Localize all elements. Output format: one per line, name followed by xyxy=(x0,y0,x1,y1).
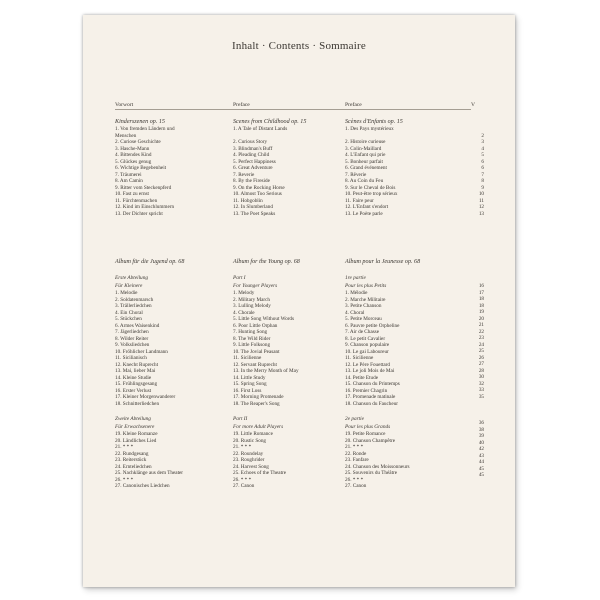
piece-title: 9. Sur le Cheval de Bois xyxy=(345,184,396,191)
piece-title: 26. * * * xyxy=(233,476,252,483)
part-subheading: Für Erwachsenere xyxy=(115,423,155,430)
piece-title: 2. Curious Story xyxy=(233,139,268,145)
piece-title: 20. Rustic Song xyxy=(233,437,267,444)
piece-title: 1. A Tale of Distant Lands xyxy=(233,126,288,132)
part-subheading: Pour les plus Grands xyxy=(345,423,391,430)
piece-title: 15. Frühlingsgesang xyxy=(115,381,158,387)
page-number: 21 xyxy=(478,322,484,328)
page-number: 7 xyxy=(481,171,484,178)
piece-title: 11. Sicilianisch xyxy=(115,355,147,361)
page-number: 27 xyxy=(478,361,484,367)
piece-title: 18. The Reaper's Song xyxy=(233,400,280,407)
piece-title: 10. Fröhlicher Landmann xyxy=(115,348,168,355)
section-heading: Scenes from Childhood op. 15 xyxy=(233,119,307,125)
part-subheading: Für Kleinere xyxy=(115,282,143,289)
page-number: 6 xyxy=(481,165,484,171)
piece-title: 5. Glückes genug xyxy=(115,158,152,165)
page-number: 10 xyxy=(478,191,484,197)
piece-title: 6. Poor Little Orphan xyxy=(233,322,278,329)
piece-title: 8. Le petit Cavalier xyxy=(345,335,386,342)
page-numbers xyxy=(428,420,484,479)
piece-title: 8. Au Coin du Feu xyxy=(345,178,384,184)
page-number: 44 xyxy=(478,459,484,465)
piece-title: 22. Rundgesang xyxy=(115,450,149,457)
page-number: 20 xyxy=(478,315,484,322)
piece-title: 25. Souvenirs du Théâtre xyxy=(345,470,398,476)
piece-title: 3. Trällerliedchen xyxy=(115,303,152,309)
piece-title: 3. Blindman's Buff xyxy=(233,145,273,152)
contents-page xyxy=(83,15,515,587)
piece-title: 12. Kind im Einschlummern xyxy=(115,204,175,210)
part-heading: Part II xyxy=(233,416,248,422)
piece-title: 23. Reiterstück xyxy=(115,457,147,463)
piece-title: 8. By the Fireside xyxy=(233,178,270,184)
piece-title: 5. Petite Morceau xyxy=(345,316,382,322)
piece-title: 12. L'Enfant s'endort xyxy=(345,204,389,210)
page-number: 16 xyxy=(478,283,484,289)
piece-title: 4. Choral xyxy=(345,309,365,316)
page-number: 24 xyxy=(478,341,484,348)
kinderszenen-en xyxy=(233,118,343,217)
page-numbers xyxy=(428,126,484,217)
piece-title: 13. Le Poète parle xyxy=(345,210,383,217)
title-list xyxy=(115,431,225,490)
piece-title: 1. Von fremden Ländern und xyxy=(115,126,175,132)
piece-title: 13. Mai, lieber Mai xyxy=(115,368,156,374)
page-number: 8 xyxy=(481,178,484,184)
piece-title: 2. Marche Militaire xyxy=(345,296,386,303)
piece-title: 1. Melodie xyxy=(115,290,138,296)
page-number: 28 xyxy=(478,367,484,374)
page-number: 40 xyxy=(478,439,484,446)
title-list xyxy=(233,290,343,407)
piece-title: 10. Fast zu ernst xyxy=(115,191,150,197)
title-list xyxy=(233,431,343,490)
piece-title: 7. Jägerliedchen xyxy=(115,329,149,335)
piece-title: 14. Little Study xyxy=(233,374,266,381)
piece-title: 27. Canonisches Liedchen xyxy=(115,483,170,489)
piece-title: 9. On the Rocking Horse xyxy=(233,184,285,191)
piece-title: 22. Roundelay xyxy=(233,450,264,457)
piece-title: 25. Nachklänge aus dem Theater xyxy=(115,470,184,476)
part-heading: 2e partie xyxy=(345,416,364,422)
page-number: 45 xyxy=(478,465,484,472)
piece-title: 7. Träumerei xyxy=(115,171,142,178)
piece-title: 6. Wichtige Begebenheit xyxy=(115,165,167,171)
piece-title: 26. * * * xyxy=(345,476,364,483)
piece-title: 11. Faire peur xyxy=(345,197,374,204)
piece-title: 16. Premier Chagrin xyxy=(345,387,388,394)
part-subheading: For Younger Players xyxy=(233,282,278,289)
piece-title: Menschen xyxy=(115,132,137,139)
preface-rule xyxy=(115,109,471,110)
piece-title: 1. Des Pays mystérieux xyxy=(345,126,394,132)
piece-title: 8. The Wild Rider xyxy=(233,335,271,342)
piece-title: 2. Curiose Geschichte xyxy=(115,139,161,145)
piece-title: 26. * * * xyxy=(115,476,134,483)
piece-title: 6. Great Adventure xyxy=(233,165,273,171)
piece-title: 7. Air de Chasse xyxy=(345,329,380,335)
piece-title: 9. Chanson populaire xyxy=(345,342,390,348)
piece-title: 5. Perfect Happiness xyxy=(233,158,276,165)
page-number: 2 xyxy=(481,132,484,139)
page-number: 36 xyxy=(478,420,484,426)
piece-title: 12. In Slumberland xyxy=(233,204,273,210)
piece-title: 21. * * * xyxy=(233,444,252,450)
piece-title: 24. Ernteliedchen xyxy=(115,463,152,470)
page-number: 6 xyxy=(481,158,484,165)
title-list xyxy=(115,126,225,217)
part-heading: Erste Abteilung xyxy=(115,275,149,281)
piece-title: 14. Kleine Studie xyxy=(115,374,152,381)
part-heading: 1re partie xyxy=(345,275,366,281)
piece-title: 7. Hunting Song xyxy=(233,329,268,335)
piece-title: 7. Rêverie xyxy=(345,171,367,178)
jugend-de xyxy=(115,258,225,490)
page-number: 13 xyxy=(478,210,484,217)
piece-title: 4. Pleading Child xyxy=(233,152,270,158)
page-number: 43 xyxy=(478,452,484,459)
piece-title: 9. Ritter vom Steckenpferd xyxy=(115,184,172,191)
piece-title: 2. Soldatenmarsch xyxy=(115,296,154,303)
page-number: 12 xyxy=(478,204,484,210)
piece-title: 11. Sicilienne xyxy=(345,355,374,361)
piece-title: 15. Chanson du Printemps xyxy=(345,381,400,387)
piece-title: 12. Servant Ruprecht xyxy=(233,361,277,368)
piece-title: 19. Kleine Romanze xyxy=(115,431,158,437)
part-heading: Zweite Abteilung xyxy=(115,416,151,422)
piece-title: 5. Little Song Without Words xyxy=(233,316,294,322)
piece-title: 19. Little Romance xyxy=(233,431,273,437)
page-number: 26 xyxy=(478,354,484,361)
page-number: 35 xyxy=(478,393,484,400)
piece-title: 3. Lulling Melody xyxy=(233,303,271,309)
page-number: 22 xyxy=(478,328,484,335)
page-number: 30 xyxy=(478,374,484,380)
piece-title: 1. Melody xyxy=(233,290,255,296)
piece-title: 12. Knecht Ruprecht xyxy=(115,361,159,368)
page-number: 4 xyxy=(481,145,484,152)
piece-title: 3. Hasche-Mann xyxy=(115,145,150,152)
piece-title: 3. Petite Chanson xyxy=(345,303,382,309)
part-subheading: For more Adult Players xyxy=(233,423,284,430)
piece-title: 20. Chanson Champêtre xyxy=(345,437,395,444)
page-number: 11 xyxy=(479,197,484,204)
piece-title: 8. Wilder Reiter xyxy=(115,335,149,342)
piece-title: 16. First Loss xyxy=(233,387,262,394)
page-number: 3 xyxy=(481,139,484,145)
section-heading: Kinderszenen op. 15 xyxy=(115,119,165,125)
piece-title: 3. Colin-Maillard xyxy=(345,145,382,152)
piece-title: 16. Erster Verlust xyxy=(115,387,152,394)
section-heading: Album für die Jugend op. 68 xyxy=(115,259,185,265)
piece-title: 5. Bonheur parfait xyxy=(345,158,383,165)
piece-title: 22. Ronde xyxy=(345,450,367,457)
piece-title: 9. Little Folksong xyxy=(233,342,271,348)
piece-title: 27. Canon xyxy=(345,483,367,489)
piece-title: 18. Schnitterliedchen xyxy=(115,400,160,407)
page-number: 42 xyxy=(478,446,484,452)
piece-title: 4. Chorale xyxy=(233,309,255,316)
piece-title: 6. Armes Waisenkind xyxy=(115,322,160,329)
piece-title: 25. Echoes of the Theatre xyxy=(233,470,287,476)
piece-title: 18. Chanson du Faucheur xyxy=(345,400,399,407)
piece-title: 4. Bittendes Kind xyxy=(115,152,152,158)
piece-title: 24. Harvest Song xyxy=(233,463,269,470)
piece-title: 4. Ein Choral xyxy=(115,309,143,316)
piece-title: 1. Mélodie xyxy=(345,290,368,296)
part-subheading: Pour les plus Petits xyxy=(345,282,387,289)
piece-title: 6. Pauvre petite Orpheline xyxy=(345,322,400,329)
piece-title: 12. Le Père Fouettard xyxy=(345,361,390,368)
preface-label-de: Vorwort xyxy=(115,102,134,108)
section-heading: Album pour la Jeunesse op. 68 xyxy=(345,259,421,265)
page-number: 39 xyxy=(478,433,484,439)
piece-title: 23. Roughrider xyxy=(233,457,265,463)
jugend-en xyxy=(233,258,343,490)
section-heading: Album for the Young op. 68 xyxy=(233,259,300,265)
piece-title: 13. In the Merry Month of May xyxy=(233,368,299,374)
piece-title: 11. Sicilienne xyxy=(233,355,262,361)
piece-title: 17. Promenade matinale xyxy=(345,394,396,400)
piece-title: 13. Le joli Mois de Mai xyxy=(345,368,395,374)
page-number: 25 xyxy=(478,348,484,354)
piece-title: 13. Der Dichter spricht xyxy=(115,210,163,217)
piece-title: 11. Hobgoblin xyxy=(233,197,263,204)
kinderszenen-de xyxy=(115,118,225,217)
piece-title: 4. L'Enfant qui prie xyxy=(345,152,386,158)
page-number: 45 xyxy=(478,472,484,478)
piece-title: 10. The Jovial Peasant xyxy=(233,348,280,355)
page-number: 17 xyxy=(478,289,484,296)
piece-title: 13. The Poet Speaks xyxy=(233,210,276,217)
title-list xyxy=(115,290,225,407)
piece-title: 11. Fürchtenmachen xyxy=(115,197,158,204)
piece-title: 21. * * * xyxy=(115,444,134,450)
piece-title: 9. Volksliedchen xyxy=(115,342,150,348)
piece-title: 14. Petite Etude xyxy=(345,374,378,381)
page-number: 19 xyxy=(478,309,484,315)
piece-title: 2. Military March xyxy=(233,296,271,303)
piece-title: 5. Stückchen xyxy=(115,316,142,322)
piece-title: 19. Petite Romance xyxy=(345,431,386,437)
page-title: Inhalt · Contents · Sommaire xyxy=(232,40,366,52)
piece-title: 24. Chanson des Moissonneurs xyxy=(345,463,410,470)
page-numbers xyxy=(428,283,484,400)
page-number: 18 xyxy=(478,302,484,309)
page-number: 38 xyxy=(478,426,484,433)
piece-title: 10. Le gai Laboureur xyxy=(345,348,389,355)
piece-title: 10. Peut-être trop sérieux xyxy=(345,191,398,197)
piece-title: 2. Histoire curieuse xyxy=(345,139,386,145)
preface-label-fr: Preface xyxy=(345,102,362,108)
piece-title: 7. Reverie xyxy=(233,171,255,178)
piece-title: 6. Grand événement xyxy=(345,165,387,171)
piece-title: 23. Fanfare xyxy=(345,457,369,463)
preface-label-en: Preface xyxy=(233,102,250,108)
piece-title: 21. * * * xyxy=(345,444,364,450)
piece-title: 17. Morning Promenade xyxy=(233,394,284,400)
piece-title: 15. Spring Song xyxy=(233,381,267,387)
part-heading: Part I xyxy=(233,275,246,281)
piece-title: 8. Am Camin xyxy=(115,178,143,184)
page-number: 32 xyxy=(478,380,484,387)
piece-title: 27. Canon xyxy=(233,483,255,489)
preface-page-number: V xyxy=(471,102,476,108)
piece-title: 20. Ländliches Lied xyxy=(115,437,157,444)
section-heading: Scènes d'Enfants op. 15 xyxy=(345,119,403,125)
page-number: 9 xyxy=(481,184,484,191)
title-list xyxy=(233,126,343,217)
page-number: 5 xyxy=(481,152,484,158)
page-number: 23 xyxy=(478,335,484,341)
page-number: 33 xyxy=(478,387,484,393)
piece-title: 17. Kleiner Morgenwanderer xyxy=(115,394,176,400)
piece-title: 10. Almost Too Serious xyxy=(233,191,282,197)
page-number: 18 xyxy=(478,296,484,302)
